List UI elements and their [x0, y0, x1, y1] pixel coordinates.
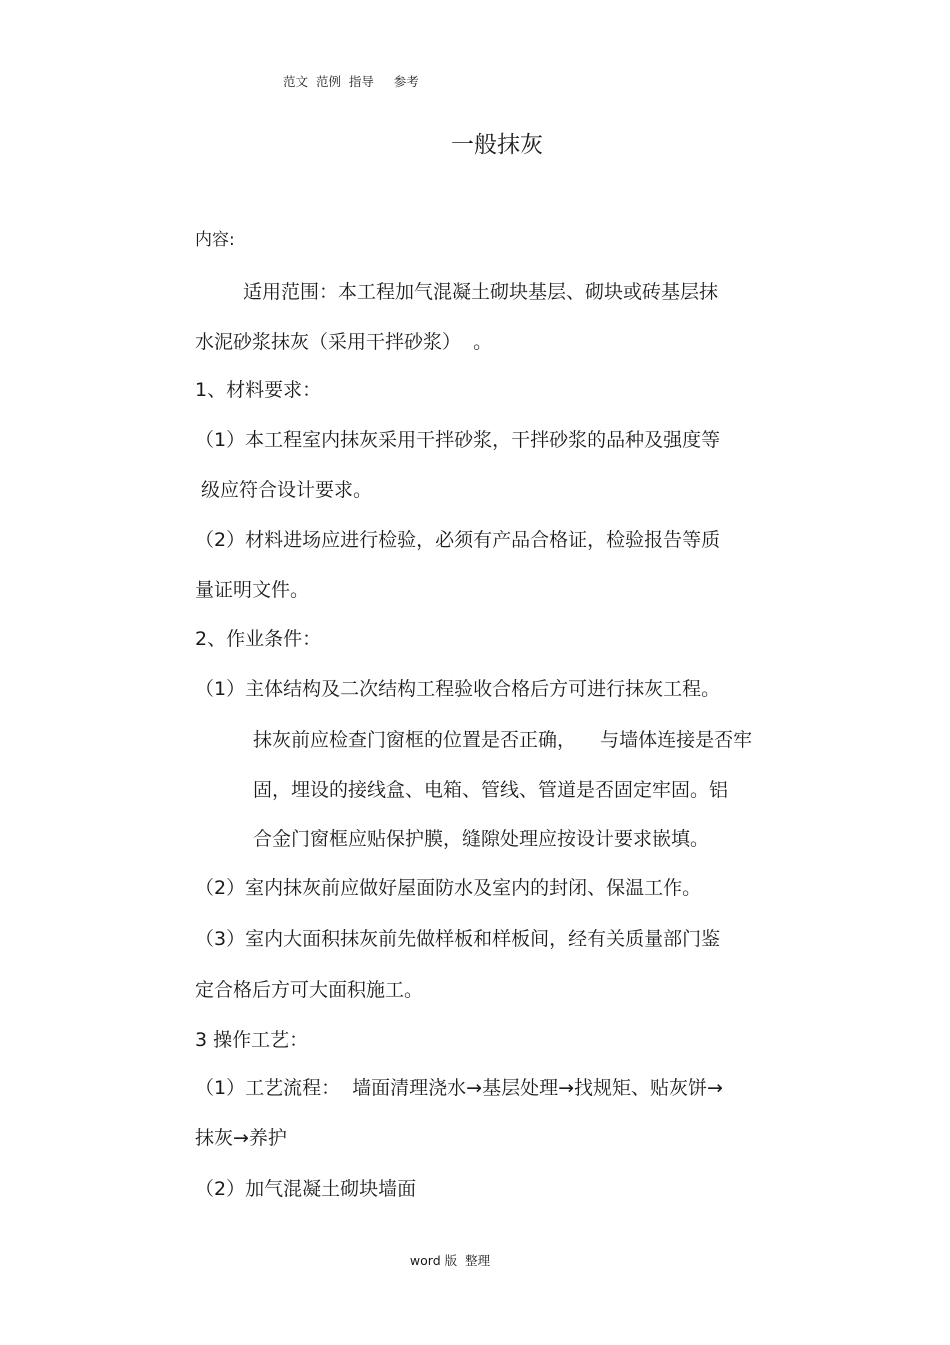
paragraph-line: 固，埋设的接线盒、电箱、管线、管道是否固定牢固。铝	[253, 779, 729, 801]
paragraph-line: 定合格后方可大面积施工。	[195, 979, 424, 1001]
paragraph-line: （2）加气混凝土砌块墙面	[195, 1178, 417, 1200]
paragraph-line: 抹灰→养护	[195, 1127, 287, 1149]
paragraph-line: 抹灰前应检查门窗框的位置是否正确， 与墙体连接是否牢	[253, 729, 753, 751]
content-label: 内容:	[195, 230, 235, 250]
section-heading: 3 操作工艺：	[195, 1029, 309, 1051]
paragraph-line: 水泥砂浆抹灰（采用干拌砂浆） 。	[195, 331, 493, 353]
paragraph-line: （1）工艺流程： 墙面清理浇水→基层处理→找规矩、贴灰饼→	[195, 1077, 723, 1099]
paragraph-line: （2）材料进场应进行检验，必须有产品合格证，检验报告等质	[195, 529, 721, 551]
paragraph-line: （1）本工程室内抹灰采用干拌砂浆，干拌砂浆的品种及强度等	[195, 429, 721, 451]
section-heading: 2、作业条件：	[195, 628, 322, 650]
page-header: 范文 范例 指导 参考	[283, 74, 419, 89]
page-footer: word 版 整理	[409, 1253, 491, 1268]
paragraph-line: 适用范围：本工程加气混凝土砌块基层、砌块或砖基层抹	[243, 281, 719, 303]
paragraph-line: （1）主体结构及二次结构工程验收合格后方可进行抹灰工程。	[195, 678, 721, 700]
paragraph-line: 级应符合设计要求。	[201, 479, 373, 501]
paragraph-line: 量证明文件。	[195, 579, 310, 601]
paragraph-line: （3）室内大面积抹灰前先做样板和样板间，经有关质量部门鉴	[195, 928, 721, 950]
document-title: 一般抹灰	[451, 132, 543, 158]
section-heading: 1、材料要求：	[195, 379, 322, 401]
paragraph-line: 合金门窗框应贴保护膜，缝隙处理应按设计要求嵌填。	[253, 828, 710, 850]
paragraph-line: （2）室内抹灰前应做好屋面防水及室内的封闭、保温工作。	[195, 877, 702, 899]
